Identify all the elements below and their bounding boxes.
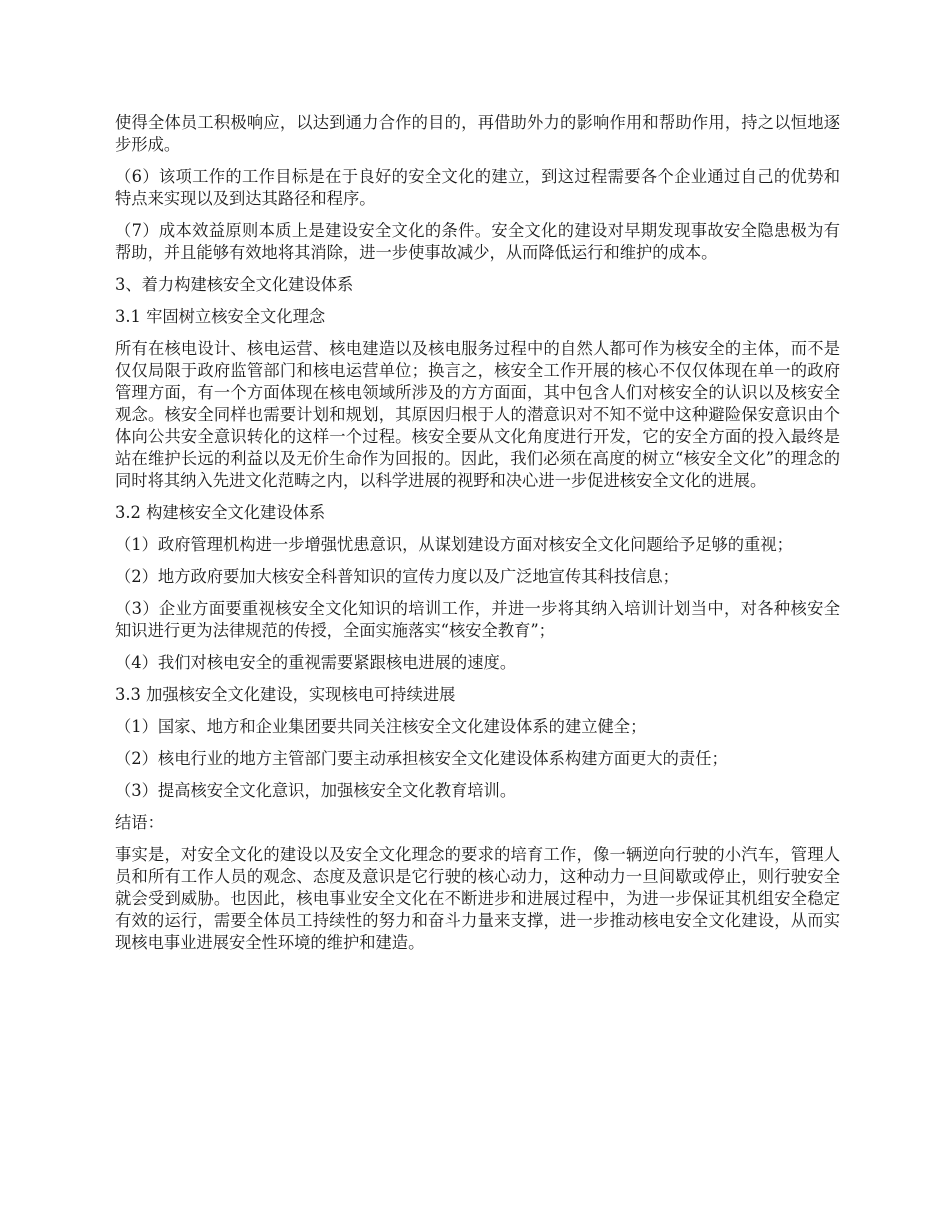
conclusion-heading: 结语： xyxy=(115,813,164,832)
paragraph-3-2-item-4: （4）我们对核电安全的重视需要紧跟核电进展的速度。 xyxy=(115,653,517,672)
subsection-heading-3-1: 3.1 牢固树立核安全文化理念 xyxy=(115,307,326,326)
document-body xyxy=(115,112,840,964)
conclusion-paragraph: 事实是，对安全文化的建设以及安全文化理念的要求的培育工作，像一辆逆向行驶的小汽车，管理人员和所有工作人员的观念、态度及意识是它行驶的核心动力，这种动力一旦间歇或停止，则行驶安全就会受到威胁。也因此，核电事业安全文化在不断进步和进展过程中，为进一步保证其机组安全稳定有效的运行，需要全体员工持续性的努力和奋斗力量来支撑，进一步推动核电安全文化建设，从而实现核电事业进展安全性环境的维护和建造。 xyxy=(115,845,840,952)
paragraph-item-6: （6）该项工作的工作目标是在于良好的安全文化的建立，到这过程需要各个企业通过自己的优势和特点来实现以及到达其路径和程序。 xyxy=(115,167,840,208)
subsection-heading-3-2: 3.2 构建核安全文化建设体系 xyxy=(115,503,326,522)
section-heading-3: 3、着力构建核安全文化建设体系 xyxy=(115,275,354,294)
subsection-heading-3-3: 3.3 加强核安全文化建设，实现核电可持续进展 xyxy=(115,685,456,704)
paragraph-3-2-item-2: （2）地方政府要加大核安全科普知识的宣传力度以及广泛地宣传其科技信息； xyxy=(115,567,679,586)
paragraph-3-2-item-3: （3）企业方面要重视核安全文化知识的培训工作，并进一步将其纳入培训计划当中，对各种核安全知识进行更为法律规范的传授，全面实施落实“核安全教育”； xyxy=(115,599,840,640)
paragraph-3-3-item-1: （1）国家、地方和企业集团要共同关注核安全文化建设体系的建立健全； xyxy=(115,717,647,736)
paragraph-3-3-item-2: （2）核电行业的地方主管部门要主动承担核安全文化建设体系构建方面更大的责任； xyxy=(115,749,728,768)
paragraph-3-1-body: 所有在核电设计、核电运营、核电建造以及核电服务过程中的自然人都可作为核安全的主体，而不是仅仅局限于政府监管部门和核电运营单位；换言之，核安全工作开展的核心不仅仅体现在单一的政府管理方面，有一个方面体现在核电领域所涉及的方方面面，其中包含人们对核安全的认识以及核安全观念。核安全同样也需要计划和规划，其原因归根于人的潜意识对不知不觉中这种避险保安意识由个体向公共安全意识转化的这样一个过程。核安全要从文化角度进行开发，它的安全方面的投入最终是站在维护长远的利益以及无价生命作为回报的。因此，我们必须在高度的树立“核安全文化”的理念的同时将其纳入先进文化范畴之内，以科学进展的视野和决心进一步促进核安全文化的进展。 xyxy=(115,339,840,490)
paragraph-item-7: （7）成本效益原则本质上是建设安全文化的条件。安全文化的建设对早期发现事故安全隐患极为有帮助，并且能够有效地将其消除，进一步使事故减少，从而降低运行和维护的成本。 xyxy=(115,221,840,262)
paragraph-continuation: 使得全体员工积极响应，以达到通力合作的目的，再借助外力的影响作用和帮助作用，持之以恒地逐步形成。 xyxy=(115,113,840,154)
paragraph-3-2-item-1: （1）政府管理机构进一步增强忧患意识，从谋划建设方面对核安全文化问题给予足够的重视； xyxy=(115,535,793,554)
paragraph-3-3-item-3: （3）提高核安全文化意识，加强核安全文化教育培训。 xyxy=(115,781,517,800)
